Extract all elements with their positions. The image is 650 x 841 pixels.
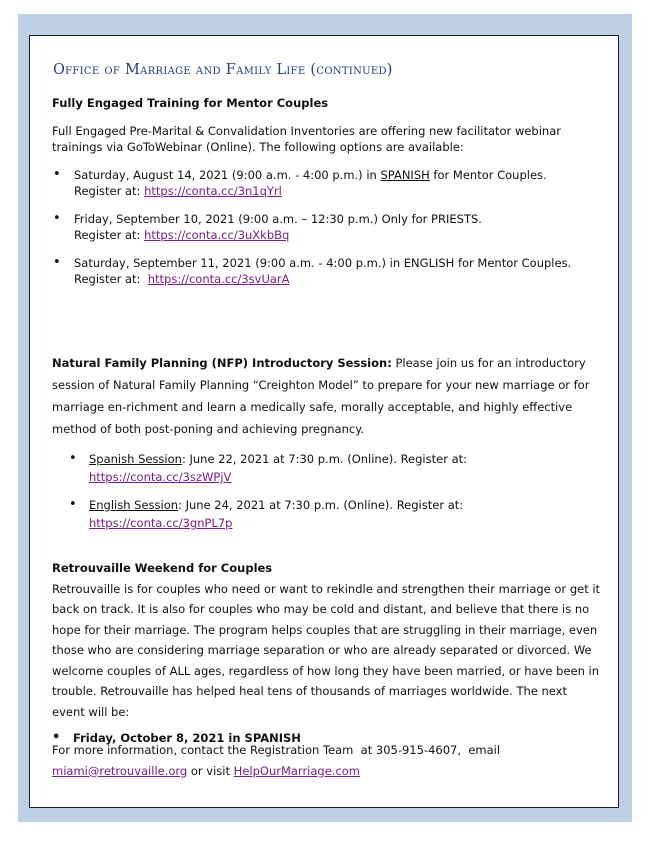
language-label: SPANISH [380, 168, 430, 182]
list-item: • Friday, October 8, 2021 in SPANISH [52, 730, 602, 746]
list-item: • Saturday, September 11, 2021 (9:00 a.m. - 4:00 p.m.) in ENGLISH for Mentor Couples. Register at: https://conta.cc/3svUarA [52, 255, 602, 287]
email-link[interactable]: miami@retrouvaille.org [52, 763, 188, 778]
list-item: • Friday, September 10, 2021 (9:00 a.m. – 12:30 p.m.) Only for PRIESTS. Register at: https://conta.cc/3uXkbBq [52, 211, 602, 243]
register-link[interactable]: https://conta.cc/3svUarA [147, 272, 290, 286]
register-link[interactable]: https://conta.cc/3uXkbBq [144, 228, 290, 242]
training-list [52, 167, 602, 287]
session-list [52, 450, 602, 532]
nfp-paragraph: Natural Family Planning (NFP) Introductory Session: Please join us for an introductory session of Natural Family Planning “Creighton Model” to prepare for your new marriage or for marriage en-richment and learn a medically safe, morally acceptable, and highly effective method of both post-poning and achieving pregnancy. [52, 356, 590, 436]
register-link[interactable]: https://conta.cc/3n1qYrl [144, 184, 282, 198]
contact-paragraph: For more information, contact the Registration Team at 305-915-4607, email miami@retrouvaille.org or visit HelpOurMarriage.com [52, 743, 504, 778]
nfp-heading: Natural Family Planning (NFP) Introductory Session: [52, 356, 392, 370]
website-link[interactable]: HelpOurMarriage.com [233, 763, 361, 778]
contact-footer [52, 740, 602, 781]
fully-engaged-intro: Full Engaged Pre-Marital & Convalidation Inventories are offering new facilitator webinar trainings via GoToWebinar (Online). The following options are available: [52, 124, 561, 154]
document-frame [29, 35, 619, 808]
list-item: • Spanish Session: June 22, 2021 at 7:30 p.m. (Online). Register at: https://conta.cc/3szWPjV [52, 450, 602, 486]
fully-engaged-heading: Fully Engaged Training for Mentor Couples [52, 96, 329, 110]
document-content [52, 62, 602, 778]
fully-engaged-section [52, 96, 602, 287]
register-link[interactable]: https://conta.cc/3gnPL7p [89, 516, 233, 530]
page-title: Office of Marriage and Family Life (continued) [53, 62, 393, 78]
list-item: • English Session: June 24, 2021 at 7:30 p.m. (Online). Register at: https://conta.cc/3gnPL7p [52, 496, 602, 532]
retrouvaille-section [52, 558, 602, 746]
retrouvaille-body: Retrouvaille is for couples who need or want to rekindle and strengthen their marriage or get it back on track. It is also for couples who may be cold and distant, and believe that there is no hope for their marriage. The program helps couples that are struggling in their marriage, even those who are considering marriage separation or who are already separated or divorced. We welcome couples of ALL ages, regardless of how long they have been married, or have been in trouble. Retrouvaille has helped heal tens of thousands of marriages worldwide. The next event will be: [52, 581, 601, 719]
register-link[interactable]: https://conta.cc/3szWPjV [89, 470, 232, 484]
list-item: • Saturday, August 14, 2021 (9:00 a.m. - 4:00 p.m.) in SPANISH for Mentor Couples. Register at: https://conta.cc/3n1qYrl [52, 167, 602, 199]
retrouvaille-heading: Retrouvaille Weekend for Couples [52, 561, 273, 575]
nfp-section [52, 352, 602, 542]
